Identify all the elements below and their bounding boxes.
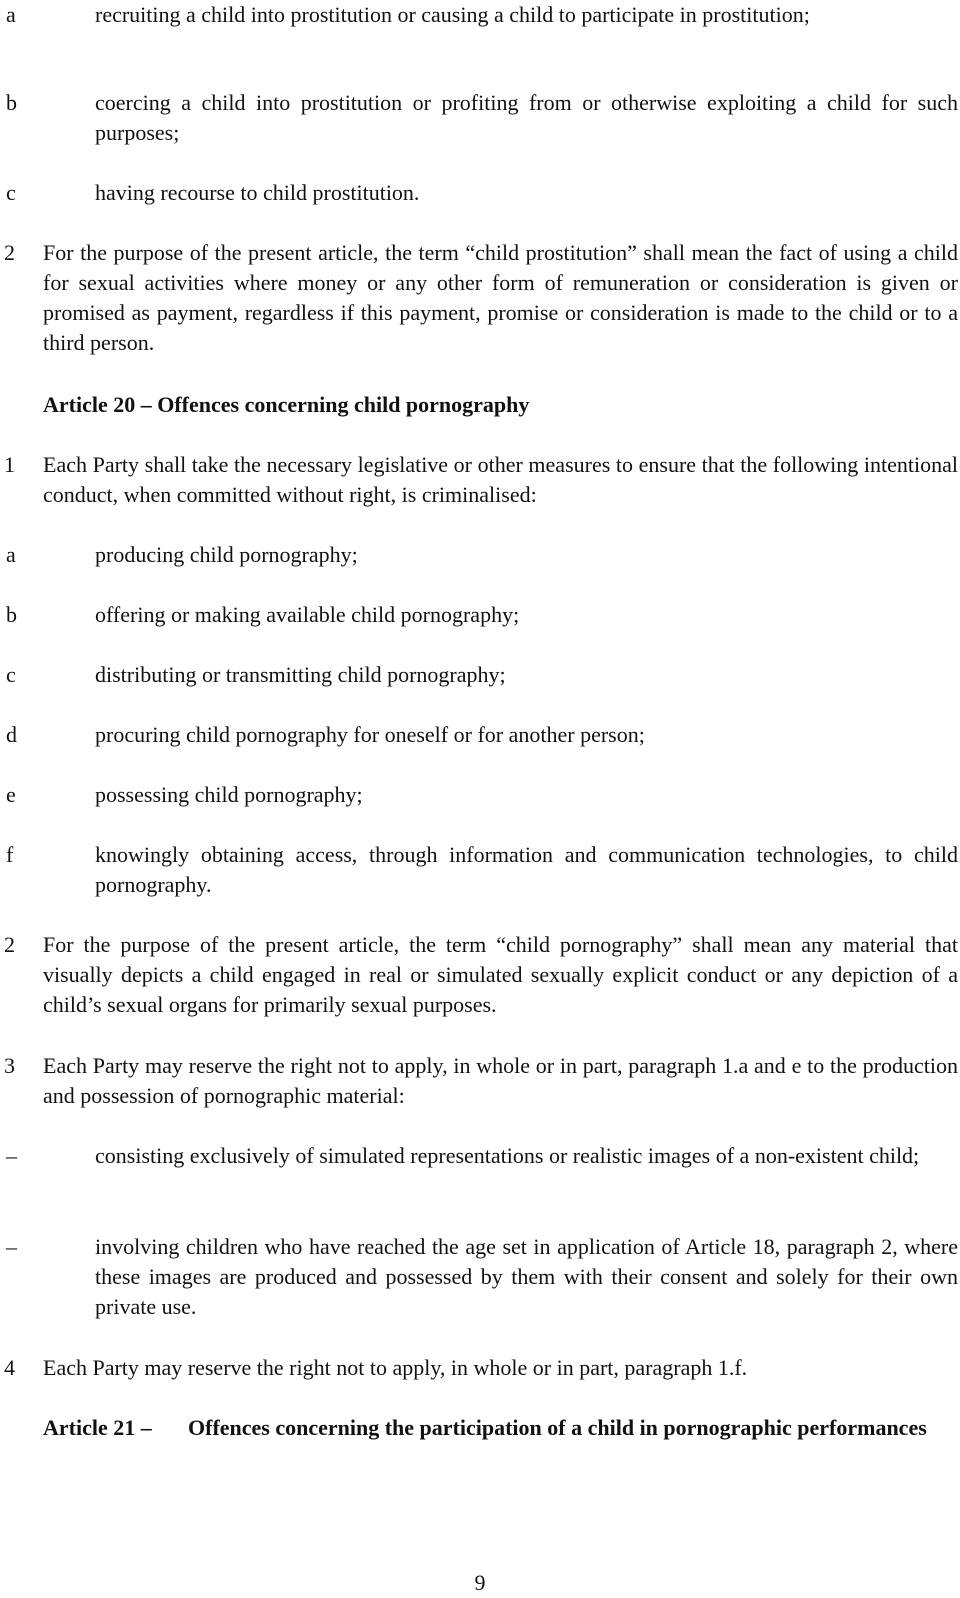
- article-heading: Article 20 – Offences concerning child pornography: [43, 392, 530, 417]
- paragraph-number: 4: [4, 1355, 15, 1380]
- list-item-text: knowingly obtaining access, through information and communication technologies, to child pornography.: [95, 842, 958, 897]
- list-marker: c: [6, 662, 16, 687]
- list-item-text: possessing child pornography;: [95, 782, 363, 807]
- list-item-text: coercing a child into prostitution or profiting from or otherwise exploiting a child for such purposes;: [95, 90, 958, 145]
- article-heading-label: Article 21 –: [43, 1415, 152, 1440]
- list-marker: f: [6, 842, 14, 867]
- paragraph-number: 1: [4, 452, 15, 477]
- list-marker: a: [6, 542, 16, 567]
- list-item-text: recruiting a child into prostitution or causing a child to participate in prostitution;: [95, 2, 810, 27]
- paragraph-text: Each Party shall take the necessary legislative or other measures to ensure that the following intentional conduct, when committed without right, is criminalised:: [43, 452, 958, 507]
- list-item-text: producing child pornography;: [95, 542, 358, 567]
- list-marker: c: [6, 180, 16, 205]
- paragraph-text: Each Party may reserve the right not to apply, in whole or in part, paragraph 1.f.: [43, 1355, 748, 1380]
- list-item-text: having recourse to child prostitution.: [95, 180, 420, 205]
- list-item-text: distributing or transmitting child pornography;: [95, 662, 506, 687]
- paragraph-text: For the purpose of the present article, the term “child prostitution” shall mean the fact of using a child for sexual activities where money or any other form of remuneration or consideration is given or promised as payment, regardless if this payment, promise or consideration is made to the child or to a third person.: [43, 240, 958, 355]
- paragraph-number: 2: [4, 240, 15, 265]
- list-item-text: offering or making available child pornography;: [95, 602, 520, 627]
- list-marker: b: [6, 602, 17, 627]
- list-item-text: involving children who have reached the age set in application of Article 18, paragraph 2, where these images are produced and possessed by them with their consent and solely for their own private use.: [95, 1234, 958, 1319]
- list-marker: –: [6, 1234, 17, 1259]
- paragraph-number: 2: [4, 932, 15, 957]
- list-marker: a: [6, 2, 16, 27]
- page-number: 9: [474, 1570, 486, 1595]
- list-marker: e: [6, 782, 16, 807]
- paragraph-text: Each Party may reserve the right not to apply, in whole or in part, paragraph 1.a and e to the production and possession of pornographic material:: [43, 1053, 958, 1108]
- paragraph-number: 3: [4, 1053, 15, 1078]
- list-item-text: procuring child pornography for oneself or for another person;: [95, 722, 645, 747]
- article-heading-title: Offences concerning the participation of a child in pornographic performances: [188, 1415, 927, 1440]
- list-marker: –: [6, 1143, 17, 1168]
- paragraph-text: For the purpose of the present article, the term “child pornography” shall mean any material that visually depicts a child engaged in real or simulated sexually explicit conduct or any depiction of a child’s sexual organs for primarily sexual purposes.: [43, 932, 958, 1017]
- list-marker: d: [6, 722, 17, 747]
- list-marker: b: [6, 90, 17, 115]
- list-item-text: consisting exclusively of simulated representations or realistic images of a non-existent child;: [95, 1143, 920, 1168]
